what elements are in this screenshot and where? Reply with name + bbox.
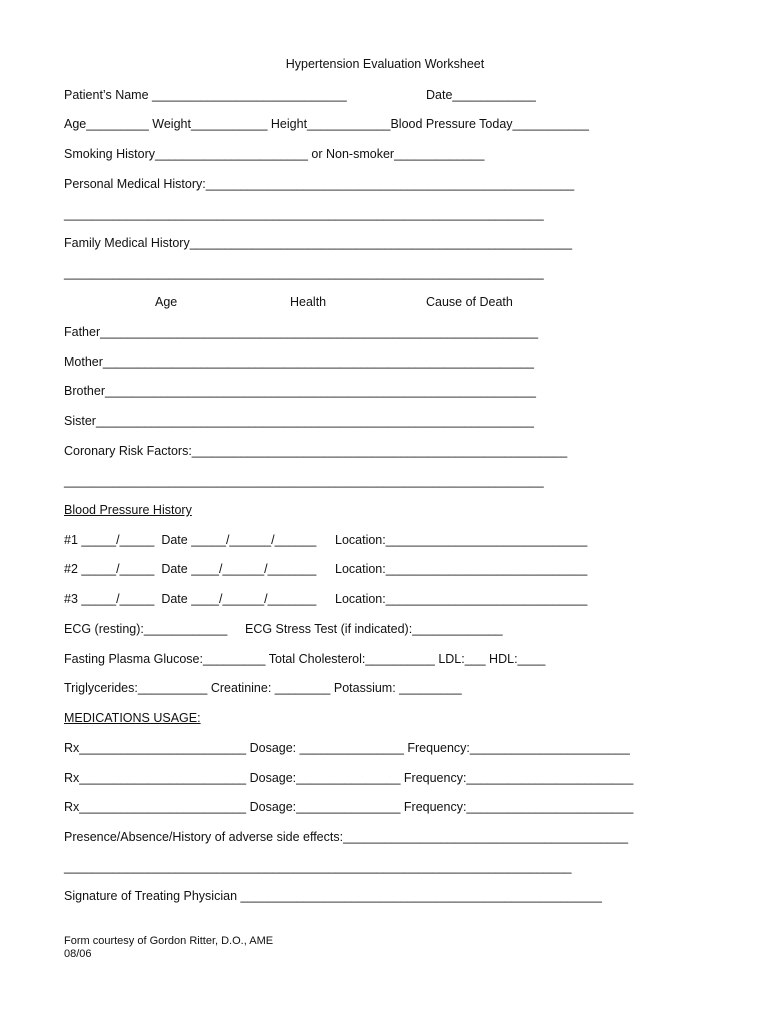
blank-line: _____________________________________________________________________ xyxy=(64,207,544,221)
smoking-row: Smoking History______________________ or Non-smoker_____________ xyxy=(64,147,485,161)
labs-row-2: Triglycerides:__________ Creatinine: ________ Potassium: _________ xyxy=(64,681,462,695)
bp-entry-3: #3 _____/_____ Date ____/______/_______ xyxy=(64,592,317,606)
column-header-health: Health xyxy=(290,295,327,309)
father-row: Father_______________________________________________________________ xyxy=(64,325,539,339)
vitals-row: Age_________ Weight___________ Height____________Blood Pressure Today___________ xyxy=(64,117,589,131)
patient-name-field: Patient’s Name ____________________________ xyxy=(64,88,347,102)
form-version-date: 08/06 xyxy=(64,948,92,960)
family-history-field: Family Medical History_______________________________________________________ xyxy=(64,236,573,250)
column-header-age: Age xyxy=(155,295,178,309)
blank-line: _____________________________________________________________________ xyxy=(64,474,544,488)
blank-line: _____________________________________________________________________ xyxy=(64,266,544,280)
adverse-effects-field: Presence/Absence/History of adverse side effects:_________________________________________ xyxy=(64,830,629,844)
bp-entry-2-location: Location:_____________________________ xyxy=(335,562,588,576)
medications-heading: MEDICATIONS USAGE: xyxy=(64,711,201,725)
bp-entry-1-location: Location:_____________________________ xyxy=(335,533,588,547)
form-credit: Form courtesy of Gordon Ritter, D.O., AME xyxy=(64,935,274,947)
sister-row: Sister_______________________________________________________________ xyxy=(64,414,534,428)
labs-row-1: Fasting Plasma Glucose:_________ Total Cholesterol:__________ LDL:___ HDL:____ xyxy=(64,652,546,666)
personal-history-field: Personal Medical History:_____________________________________________________ xyxy=(64,177,575,191)
bp-history-heading: Blood Pressure History xyxy=(64,503,192,517)
rx-row-1: Rx________________________ Dosage: _______________ Frequency:_______________________ xyxy=(64,741,630,755)
ecg-resting-field: ECG (resting):____________ xyxy=(64,622,228,636)
mother-row: Mother______________________________________________________________ xyxy=(64,355,534,369)
date-field: Date____________ xyxy=(426,88,536,102)
column-header-cause-of-death: Cause of Death xyxy=(426,295,513,309)
bp-entry-3-location: Location:_____________________________ xyxy=(335,592,588,606)
brother-row: Brother______________________________________________________________ xyxy=(64,384,537,398)
bp-entry-1: #1 _____/_____ Date _____/______/______ xyxy=(64,533,317,547)
coronary-risk-field: Coronary Risk Factors:______________________________________________________ xyxy=(64,444,568,458)
bp-entry-2: #2 _____/_____ Date ____/______/_______ xyxy=(64,562,317,576)
rx-row-2: Rx________________________ Dosage:_______________ Frequency:________________________ xyxy=(64,771,634,785)
physician-signature-field: Signature of Treating Physician ____________________________________________________ xyxy=(64,889,602,903)
rx-row-3: Rx________________________ Dosage:_______________ Frequency:________________________ xyxy=(64,800,634,814)
ecg-stress-field: ECG Stress Test (if indicated):_____________ xyxy=(245,622,503,636)
form-title: Hypertension Evaluation Worksheet xyxy=(285,57,485,71)
blank-line: _________________________________________________________________________ xyxy=(64,860,572,874)
